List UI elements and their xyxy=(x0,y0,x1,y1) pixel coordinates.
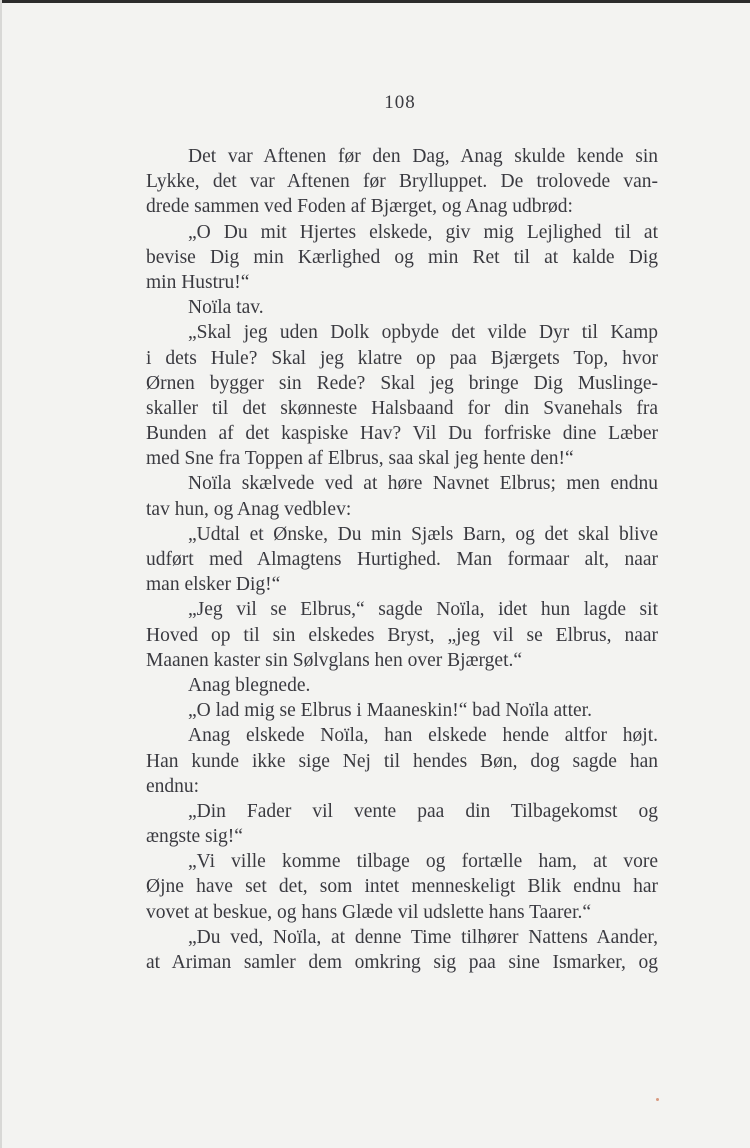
text-line: vovet at beskue, og hans Glæde vil udslette hans Taarer.“ xyxy=(146,901,592,923)
text-line: drede sammen ved Foden af Bjærget, og Anag udbrød: xyxy=(146,196,573,218)
text-line: Maanen kaster sin Sølvglans hen over Bjærget.“ xyxy=(146,649,523,671)
text-line: Anag elskede Noïla, han elskede hende altfor højt. xyxy=(188,725,658,747)
text-line: tav hun, og Anag vedblev: xyxy=(146,498,352,520)
paper-speck xyxy=(656,1098,659,1101)
text-line: Øjne have set det, som intet menneskeligt Blik endnu har xyxy=(146,876,658,898)
text-line: Bunden af det kaspiske Hav? Vil Du forfriske dine Læber xyxy=(146,423,658,445)
text-line: „Udtal et Ønske, Du min Sjæls Barn, og det skal blive xyxy=(188,523,658,545)
page-top-edge xyxy=(0,0,750,3)
page-left-edge xyxy=(0,0,2,1148)
text-line: Ørnen bygger sin Rede? Skal jeg bringe Dig Muslinge- xyxy=(146,372,658,394)
text-line: Han kunde ikke sige Nej til hendes Bøn, dog sagde han xyxy=(146,750,658,772)
text-line: Hoved op til sin elskedes Bryst, „jeg vil se Elbrus, naar xyxy=(146,624,658,646)
text-line: skaller til det skønneste Halsbaand for din Svanehals fra xyxy=(146,397,658,419)
text-line: „O lad mig se Elbrus i Maaneskin!“ bad Noïla atter. xyxy=(188,700,592,722)
text-line: Noïla skælvede ved at høre Navnet Elbrus; men endnu xyxy=(188,473,658,495)
text-line: at Ariman samler dem omkring sig paa sine Ismarker, og xyxy=(146,952,658,973)
text-line: man elsker Dig!“ xyxy=(146,574,281,596)
text-line: Anag blegnede. xyxy=(188,674,311,696)
text-line: „Skal jeg uden Dolk opbyde det vilde Dyr til Kamp xyxy=(188,322,658,344)
text-line: „Din Fader vil vente paa din Tilbagekomst og xyxy=(188,800,658,822)
text-line: Lykke, det var Aftenen før Brylluppet. De trolovede van- xyxy=(146,171,658,193)
text-line: „Du ved, Noïla, at denne Time tilhører Nattens Aander, xyxy=(188,926,658,948)
text-line: Det var Aftenen før den Dag, Anag skulde kende sin xyxy=(188,146,658,167)
body-text xyxy=(146,144,658,975)
text-line: med Sne fra Toppen af Elbrus, saa skal jeg hente den!“ xyxy=(146,448,574,470)
text-line: bevise Dig min Kærlighed og min Ret til at kalde Dig xyxy=(146,246,658,268)
text-line: udført med Almagtens Hurtighed. Man formaar alt, naar xyxy=(146,549,658,570)
page-number: 108 xyxy=(384,92,416,113)
text-line: „O Du mit Hjertes elskede, giv mig Lejlighed til at xyxy=(188,221,658,243)
text-line: endnu: xyxy=(146,775,200,797)
text-line: „Jeg vil se Elbrus,“ sagde Noïla, idet hun lagde sit xyxy=(188,599,658,621)
text-line: ængste sig!“ xyxy=(146,826,243,848)
text-line: Noïla tav. xyxy=(188,297,264,319)
text-line: i dets Hule? Skal jeg klatre op paa Bjærgets Top, hvor xyxy=(146,347,658,369)
text-line: min Hustru!“ xyxy=(146,271,250,293)
text-line: „Vi ville komme tilbage og fortælle ham, at vore xyxy=(188,851,658,873)
